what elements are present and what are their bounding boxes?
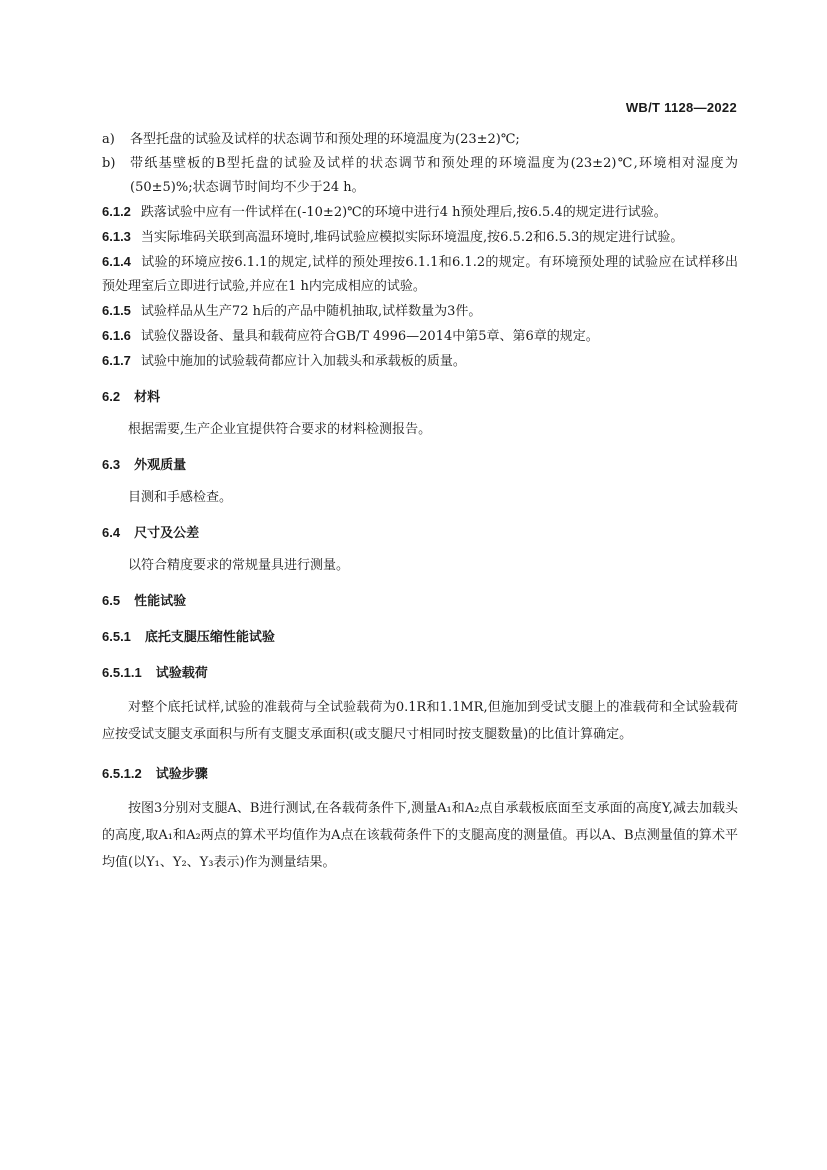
section-heading-6-2: [102, 385, 738, 410]
section-body-6-5-1-1: 对整个底托试样,试验的准载荷与全试验载荷为0.1R和1.1MR,但施加到受试支腿上的准载荷和全试验载荷应按受试支腿支承面积与所有支腿支承面积(或支腿尺寸相同时按支腿数量)的比值计算确定。: [102, 700, 738, 742]
section-title: 外观质量: [134, 458, 187, 473]
section-title: 试验步骤: [155, 767, 208, 782]
section-number: 6.5.1.1: [102, 665, 142, 680]
section-number: 6.5.1: [102, 629, 131, 644]
clause-number: 6.1.4: [102, 254, 131, 269]
clause-text: 跌落试验中应有一件试样在(-10±2)℃的环境中进行4 h预处理后,按6.5.4的规定进行试验。: [140, 205, 667, 220]
clause-text: 试验中施加的试验载荷都应计入加载头和承载板的质量。: [140, 354, 466, 369]
section-number: 6.5.1.2: [102, 766, 142, 781]
clause-6-1-3: [102, 225, 738, 250]
section-title: 材料: [134, 390, 161, 405]
list-item-text: 带纸基壁板的B型托盘的试验及试样的状态调节和预处理的环境温度为(23±2)℃,环境相对湿度为(50±5)%;状态调节时间均不少于24 h。: [130, 156, 738, 195]
clause-number: 6.1.6: [102, 328, 131, 343]
section-body-6-5-1-2: 按图3分别对支腿A、B进行测试,在各载荷条件下,测量A₁和A₂点自承载板底面至支承面的高度Y,减去加载头的高度,取A₁和A₂两点的算术平均值作为A点在该载荷条件下的支腿高度的测量值。再以A、B点测量值的算术平均值(以Y₁、Y₂、Y₃表示)作为测量结果。: [102, 801, 738, 870]
list-item: [102, 128, 738, 152]
section-body-6-3: 目测和手感检查。: [128, 490, 233, 505]
section-number: 6.2: [102, 389, 121, 404]
list-item-text: 各型托盘的试验及试样的状态调节和预处理的环境温度为(23±2)℃;: [130, 132, 520, 147]
list-marker: a): [102, 132, 115, 147]
clause-6-1-5: [102, 299, 738, 324]
clause-text: 试验样品从生产72 h后的产品中随机抽取,试样数量为3件。: [140, 304, 482, 319]
clause-number: 6.1.3: [102, 229, 131, 244]
section-heading-6-4: [102, 521, 738, 546]
clause-6-1-2: [102, 200, 738, 225]
clause-6-1-7: [102, 349, 738, 374]
clause-number: 6.1.7: [102, 353, 131, 368]
clause-number: 6.1.5: [102, 303, 131, 318]
section-body-6-2: 根据需要,生产企业宜提供符合要求的材料检测报告。: [128, 422, 432, 437]
list-marker: b): [102, 156, 116, 171]
clause-text: 试验的环境应按6.1.1的规定,试样的预处理按6.1.1和6.1.2的规定。有环境预处理的试验应在试样移出预处理室后立即进行试验,并应在1 h内完成相应的试验。: [102, 255, 738, 294]
clause-number: 6.1.2: [102, 204, 131, 219]
list-item: [102, 152, 738, 200]
section-title: 底托支腿压缩性能试验: [144, 630, 275, 645]
section-heading-6-5-1-1: [102, 661, 738, 686]
section-body-6-4: 以符合精度要求的常规量具进行测量。: [128, 558, 350, 573]
section-heading-6-5-1: [102, 625, 738, 650]
section-number: 6.4: [102, 525, 121, 540]
section-number: 6.5: [102, 593, 121, 608]
section-heading-6-3: [102, 453, 738, 478]
section-number: 6.3: [102, 457, 121, 472]
section-title: 性能试验: [134, 594, 187, 609]
section-heading-6-5-1-2: [102, 762, 738, 787]
section-heading-6-5: [102, 589, 738, 614]
section-title: 尺寸及公差: [134, 526, 200, 541]
clause-6-1-6: [102, 324, 738, 349]
clause-text: 当实际堆码关联到高温环境时,堆码试验应模拟实际环境温度,按6.5.2和6.5.3的规定进行试验。: [140, 230, 684, 245]
section-title: 试验载荷: [155, 666, 208, 681]
page-content: [102, 128, 738, 876]
clause-text: 试验仪器设备、量具和载荷应符合GB/T 4996—2014中第5章、第6章的规定。: [140, 329, 599, 344]
clause-6-1-4: [102, 250, 738, 299]
standard-code: WB/T 1128—2022: [625, 100, 737, 115]
